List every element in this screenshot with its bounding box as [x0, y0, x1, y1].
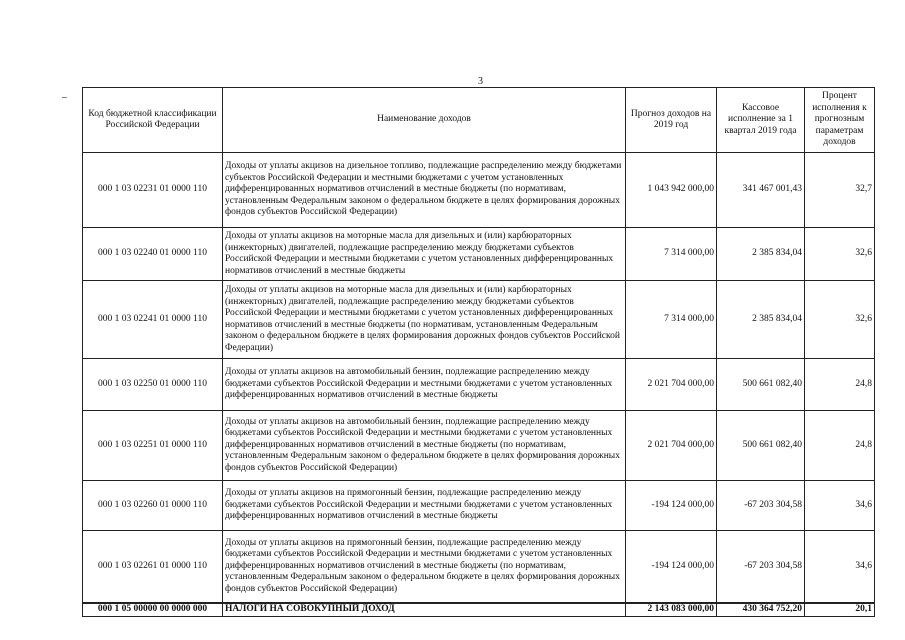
row-forecast: 2 021 704 000,00 [626, 359, 717, 411]
row-forecast: -194 124 000,00 [626, 531, 717, 603]
header-name: Наименование доходов [223, 88, 626, 153]
row-percent: 24,8 [805, 411, 875, 481]
page-number: 3 [478, 76, 483, 87]
row-name: Доходы от уплаты акцизов на автомобильный бензин, подлежащие распределению между бюджетами субъектов Российской Федерации и местными бюджетами с учетом установленных дифференцированных нормативов отчислений в местные бюджеты (по нормативам, установленным Федеральным законом о федеральном бюджете в целях формирования дорожных фондов субъектов Российской Федерации) [223, 411, 626, 481]
table-row [83, 531, 875, 603]
row-percent: 32,7 [805, 153, 875, 228]
row-percent: 34,6 [805, 531, 875, 603]
row-code: 000 1 03 02240 01 0000 110 [83, 228, 223, 281]
total-actual: 430 364 752,20 [717, 603, 805, 617]
header-actual: Кассовое исполнение за 1 квартал 2019 года [717, 88, 805, 153]
row-actual: 500 661 082,40 [717, 411, 805, 481]
row-name: Доходы от уплаты акцизов на моторные масла для дизельных и (или) карбюраторных (инжекторных) двигателей, подлежащие распределению между бюджетами субъектов Российской Федерации и местными бюджетами с учетом установленных дифференцированных нормативов отчислений в местные бюджеты (по нормативам, установленным Федеральным законом о федеральном бюджете в целях формирования дорожных фондов субъектов Российской Федерации) [223, 281, 626, 359]
row-percent: 32,6 [805, 281, 875, 359]
revenue-table [82, 87, 875, 617]
table-header-row [83, 88, 875, 153]
row-code: 000 1 03 02260 01 0000 110 [83, 481, 223, 531]
total-percent: 20,1 [805, 603, 875, 617]
header-code: Код бюджетной классификации Российской Федерации [83, 88, 223, 153]
row-forecast: 2 021 704 000,00 [626, 411, 717, 481]
total-row [83, 603, 875, 617]
row-percent: 34,6 [805, 481, 875, 531]
row-actual: -67 203 304,58 [717, 531, 805, 603]
row-percent: 32,6 [805, 228, 875, 281]
row-forecast: 7 314 000,00 [626, 228, 717, 281]
row-name: Доходы от уплаты акцизов на дизельное топливо, подлежащие распределению между бюджетами субъектов Российской Федерации и местными бюджетами с учетом установленных дифференцированных нормативов отчислений в местные бюджеты (по нормативам, установленным Федеральным законом о федеральном бюджете в целях формирования дорожных фондов субъектов Российской Федерации) [223, 153, 626, 228]
row-code: 000 1 03 02261 01 0000 110 [83, 531, 223, 603]
row-code: 000 1 03 02250 01 0000 110 [83, 359, 223, 411]
row-name: Доходы от уплаты акцизов на прямогонный бензин, подлежащие распределению между бюджетами субъектов Российской Федерации и местными бюджетами с учетом установленных дифференцированных нормативов отчислений в местные бюджеты [223, 481, 626, 531]
row-code: 000 1 03 02251 01 0000 110 [83, 411, 223, 481]
row-forecast: 1 043 942 000,00 [626, 153, 717, 228]
row-actual: 500 661 082,40 [717, 359, 805, 411]
total-name: НАЛОГИ НА СОВОКУПНЫЙ ДОХОД [223, 603, 626, 617]
row-actual: 2 385 834,04 [717, 281, 805, 359]
row-forecast: 7 314 000,00 [626, 281, 717, 359]
total-code: 000 1 05 00000 00 0000 000 [83, 603, 223, 617]
row-actual: -67 203 304,58 [717, 481, 805, 531]
table-row [83, 481, 875, 531]
row-forecast: -194 124 000,00 [626, 481, 717, 531]
row-name: Доходы от уплаты акцизов на прямогонный бензин, подлежащие распределению между бюджетами субъектов Российской Федерации и местными бюджетами с учетом установленных дифференцированных нормативов отчислений в местные бюджеты (по нормативам, установленным Федеральным законом о федеральном бюджете в целях формирования дорожных фондов субъектов Российской Федерации) [223, 531, 626, 603]
table-row [83, 153, 875, 228]
header-percent: Процент исполнения к прогнозным параметрам доходов [805, 88, 875, 153]
row-name: Доходы от уплаты акцизов на автомобильный бензин, подлежащие распределению между бюджетами субъектов Российской Федерации и местными бюджетами с учетом установленных дифференцированных нормативов отчислений в местные бюджеты [223, 359, 626, 411]
row-code: 000 1 03 02231 01 0000 110 [83, 153, 223, 228]
row-actual: 341 467 001,43 [717, 153, 805, 228]
header-forecast: Прогноз доходов на 2019 год [626, 88, 717, 153]
total-forecast: 2 143 083 000,00 [626, 603, 717, 617]
table-row [83, 228, 875, 281]
table-row [83, 281, 875, 359]
row-name: Доходы от уплаты акцизов на моторные масла для дизельных и (или) карбюраторных (инжекторных) двигателей, подлежащие распределению между бюджетами субъектов Российской Федерации и местными бюджетами с учетом установленных дифференцированных нормативов отчислений в местные бюджеты [223, 228, 626, 281]
margin-mark: – [62, 92, 67, 103]
row-percent: 24,8 [805, 359, 875, 411]
table-row [83, 359, 875, 411]
table-row [83, 411, 875, 481]
row-actual: 2 385 834,04 [717, 228, 805, 281]
row-code: 000 1 03 02241 01 0000 110 [83, 281, 223, 359]
